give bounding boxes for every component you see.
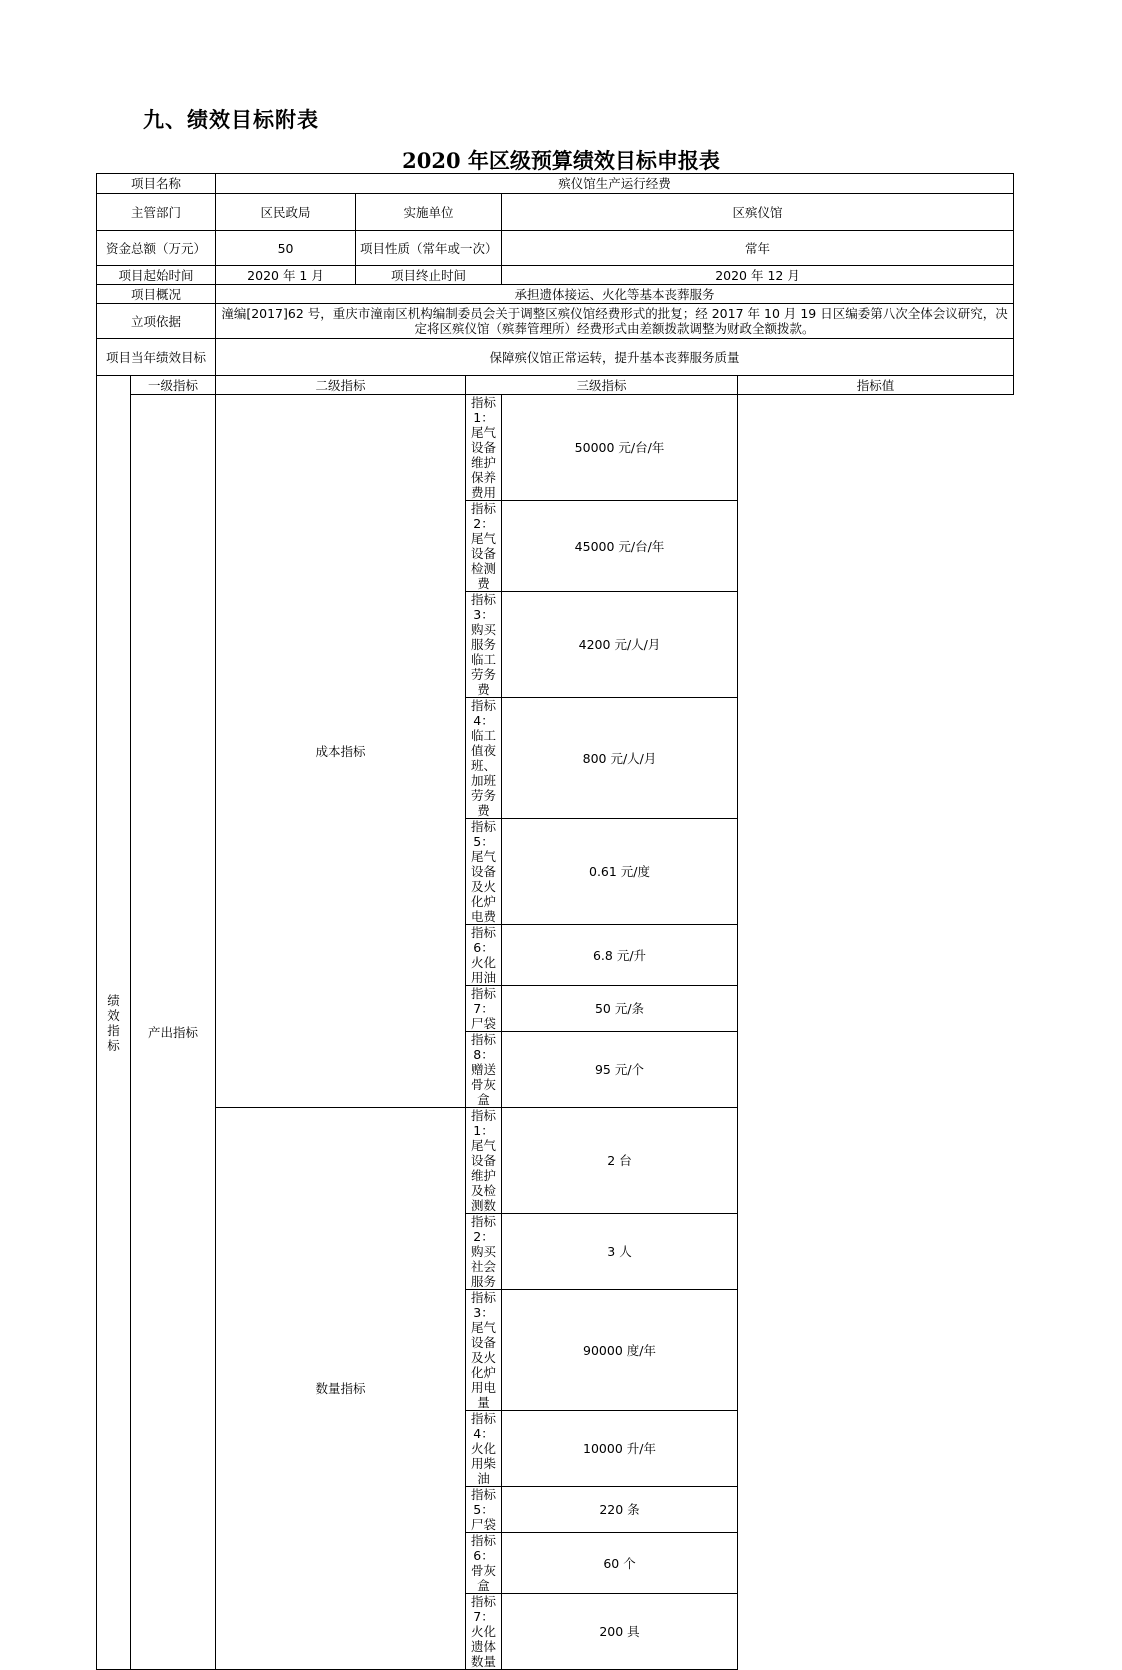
document-title: 2020 年区级预算绩效目标申报表 bbox=[402, 148, 720, 173]
level1-output: 产出指标 bbox=[131, 395, 216, 1670]
table-row bbox=[97, 395, 1014, 501]
nature-label: 项目性质（常年或一次） bbox=[356, 231, 502, 266]
indicator-value: 220 条 bbox=[502, 1487, 738, 1533]
side-char: 标 bbox=[107, 1037, 120, 1053]
indicator-label: 指标 7：火化遗体数量 bbox=[466, 1594, 502, 1670]
impl-value: 区殡仪馆 bbox=[502, 194, 1014, 231]
indicator-value: 50 元/条 bbox=[502, 986, 738, 1032]
row-project-name bbox=[97, 174, 1014, 194]
end-value: 2020 年 12 月 bbox=[502, 266, 1014, 285]
indicator-side-label bbox=[97, 376, 131, 1670]
dept-label: 主管部门 bbox=[97, 194, 216, 231]
level2-quantity: 数量指标 bbox=[216, 1108, 466, 1670]
header-level2: 二级指标 bbox=[216, 376, 466, 395]
overview-value: 承担遗体接运、火化等基本丧葬服务 bbox=[216, 285, 1014, 304]
nature-value: 常年 bbox=[502, 231, 1014, 266]
row-goal bbox=[97, 339, 1014, 376]
indicator-label: 指标 1：尾气设备维护及检测数 bbox=[466, 1108, 502, 1214]
header-level1: 一级指标 bbox=[131, 376, 216, 395]
header-value: 指标值 bbox=[738, 376, 1014, 395]
indicator-label: 指标 4：火化用柴油 bbox=[466, 1411, 502, 1487]
side-char: 绩 bbox=[107, 992, 120, 1008]
project-name-value: 殡仪馆生产运行经费 bbox=[216, 174, 1014, 194]
indicator-label: 指标 6：火化用油 bbox=[466, 925, 502, 986]
side-char: 效 bbox=[107, 1007, 120, 1023]
funds-value: 50 bbox=[216, 231, 356, 266]
indicator-value: 3 人 bbox=[502, 1214, 738, 1290]
indicator-label: 指标 3：购买服务临工劳务费 bbox=[466, 592, 502, 698]
row-time bbox=[97, 266, 1014, 285]
side-char: 指 bbox=[107, 1022, 120, 1038]
level2-cost: 成本指标 bbox=[216, 395, 466, 1108]
indicator-value: 2 台 bbox=[502, 1108, 738, 1214]
funds-label: 资金总额（万元） bbox=[97, 231, 216, 266]
row-basis bbox=[97, 304, 1014, 339]
indicator-value: 90000 度/年 bbox=[502, 1290, 738, 1411]
indicator-label: 指标 7：尸袋 bbox=[466, 986, 502, 1032]
end-label: 项目终止时间 bbox=[356, 266, 502, 285]
row-funds bbox=[97, 231, 1014, 266]
indicator-label: 指标 5：尾气设备及火化炉电费 bbox=[466, 819, 502, 925]
project-name-label: 项目名称 bbox=[97, 174, 216, 194]
indicator-label: 指标 2：尾气设备检测费 bbox=[466, 501, 502, 592]
indicator-value: 0.61 元/度 bbox=[502, 819, 738, 925]
performance-goal-table bbox=[96, 173, 1014, 1670]
indicator-value: 50000 元/台/年 bbox=[502, 395, 738, 501]
indicator-label: 指标 5：尸袋 bbox=[466, 1487, 502, 1533]
basis-label: 立项依据 bbox=[97, 304, 216, 339]
indicator-label: 指标 4：临工值夜班、加班劳务费 bbox=[466, 698, 502, 819]
start-value: 2020 年 1 月 bbox=[216, 266, 356, 285]
impl-label: 实施单位 bbox=[356, 194, 502, 231]
indicator-label: 指标 8：赠送骨灰盒 bbox=[466, 1032, 502, 1108]
indicator-value: 4200 元/人/月 bbox=[502, 592, 738, 698]
indicator-value: 45000 元/台/年 bbox=[502, 501, 738, 592]
indicator-value: 200 具 bbox=[502, 1594, 738, 1670]
indicator-value: 95 元/个 bbox=[502, 1032, 738, 1108]
indicator-label: 指标 3：尾气设备及火化炉用电量 bbox=[466, 1290, 502, 1411]
dept-value: 区民政局 bbox=[216, 194, 356, 231]
indicator-value: 6.8 元/升 bbox=[502, 925, 738, 986]
indicator-value: 800 元/人/月 bbox=[502, 698, 738, 819]
section-heading: 九、绩效目标附表 bbox=[143, 108, 319, 132]
indicator-label: 指标 1：尾气设备维护保养费用 bbox=[466, 395, 502, 501]
indicator-label: 指标 6：骨灰盒 bbox=[466, 1533, 502, 1594]
header-level3: 三级指标 bbox=[466, 376, 738, 395]
overview-label: 项目概况 bbox=[97, 285, 216, 304]
basis-value: 潼编[2017]62 号，重庆市潼南区机构编制委员会关于调整区殡仪馆经费形式的批复；经 2017 年 10 月 19 日区编委第八次全体会议研究，决定将区殡仪馆（殡葬管理所）经费形式由差额拨款调整为财政全额拨款。 bbox=[216, 304, 1014, 339]
goal-label: 项目当年绩效目标 bbox=[97, 339, 216, 376]
table-row bbox=[97, 1108, 1014, 1214]
goal-value: 保障殡仪馆正常运转，提升基本丧葬服务质量 bbox=[216, 339, 1014, 376]
indicator-label: 指标 2：购买社会服务 bbox=[466, 1214, 502, 1290]
indicator-value: 10000 升/年 bbox=[502, 1411, 738, 1487]
row-overview bbox=[97, 285, 1014, 304]
row-indicator-header bbox=[97, 376, 1014, 395]
row-department bbox=[97, 194, 1014, 231]
indicator-value: 60 个 bbox=[502, 1533, 738, 1594]
start-label: 项目起始时间 bbox=[97, 266, 216, 285]
